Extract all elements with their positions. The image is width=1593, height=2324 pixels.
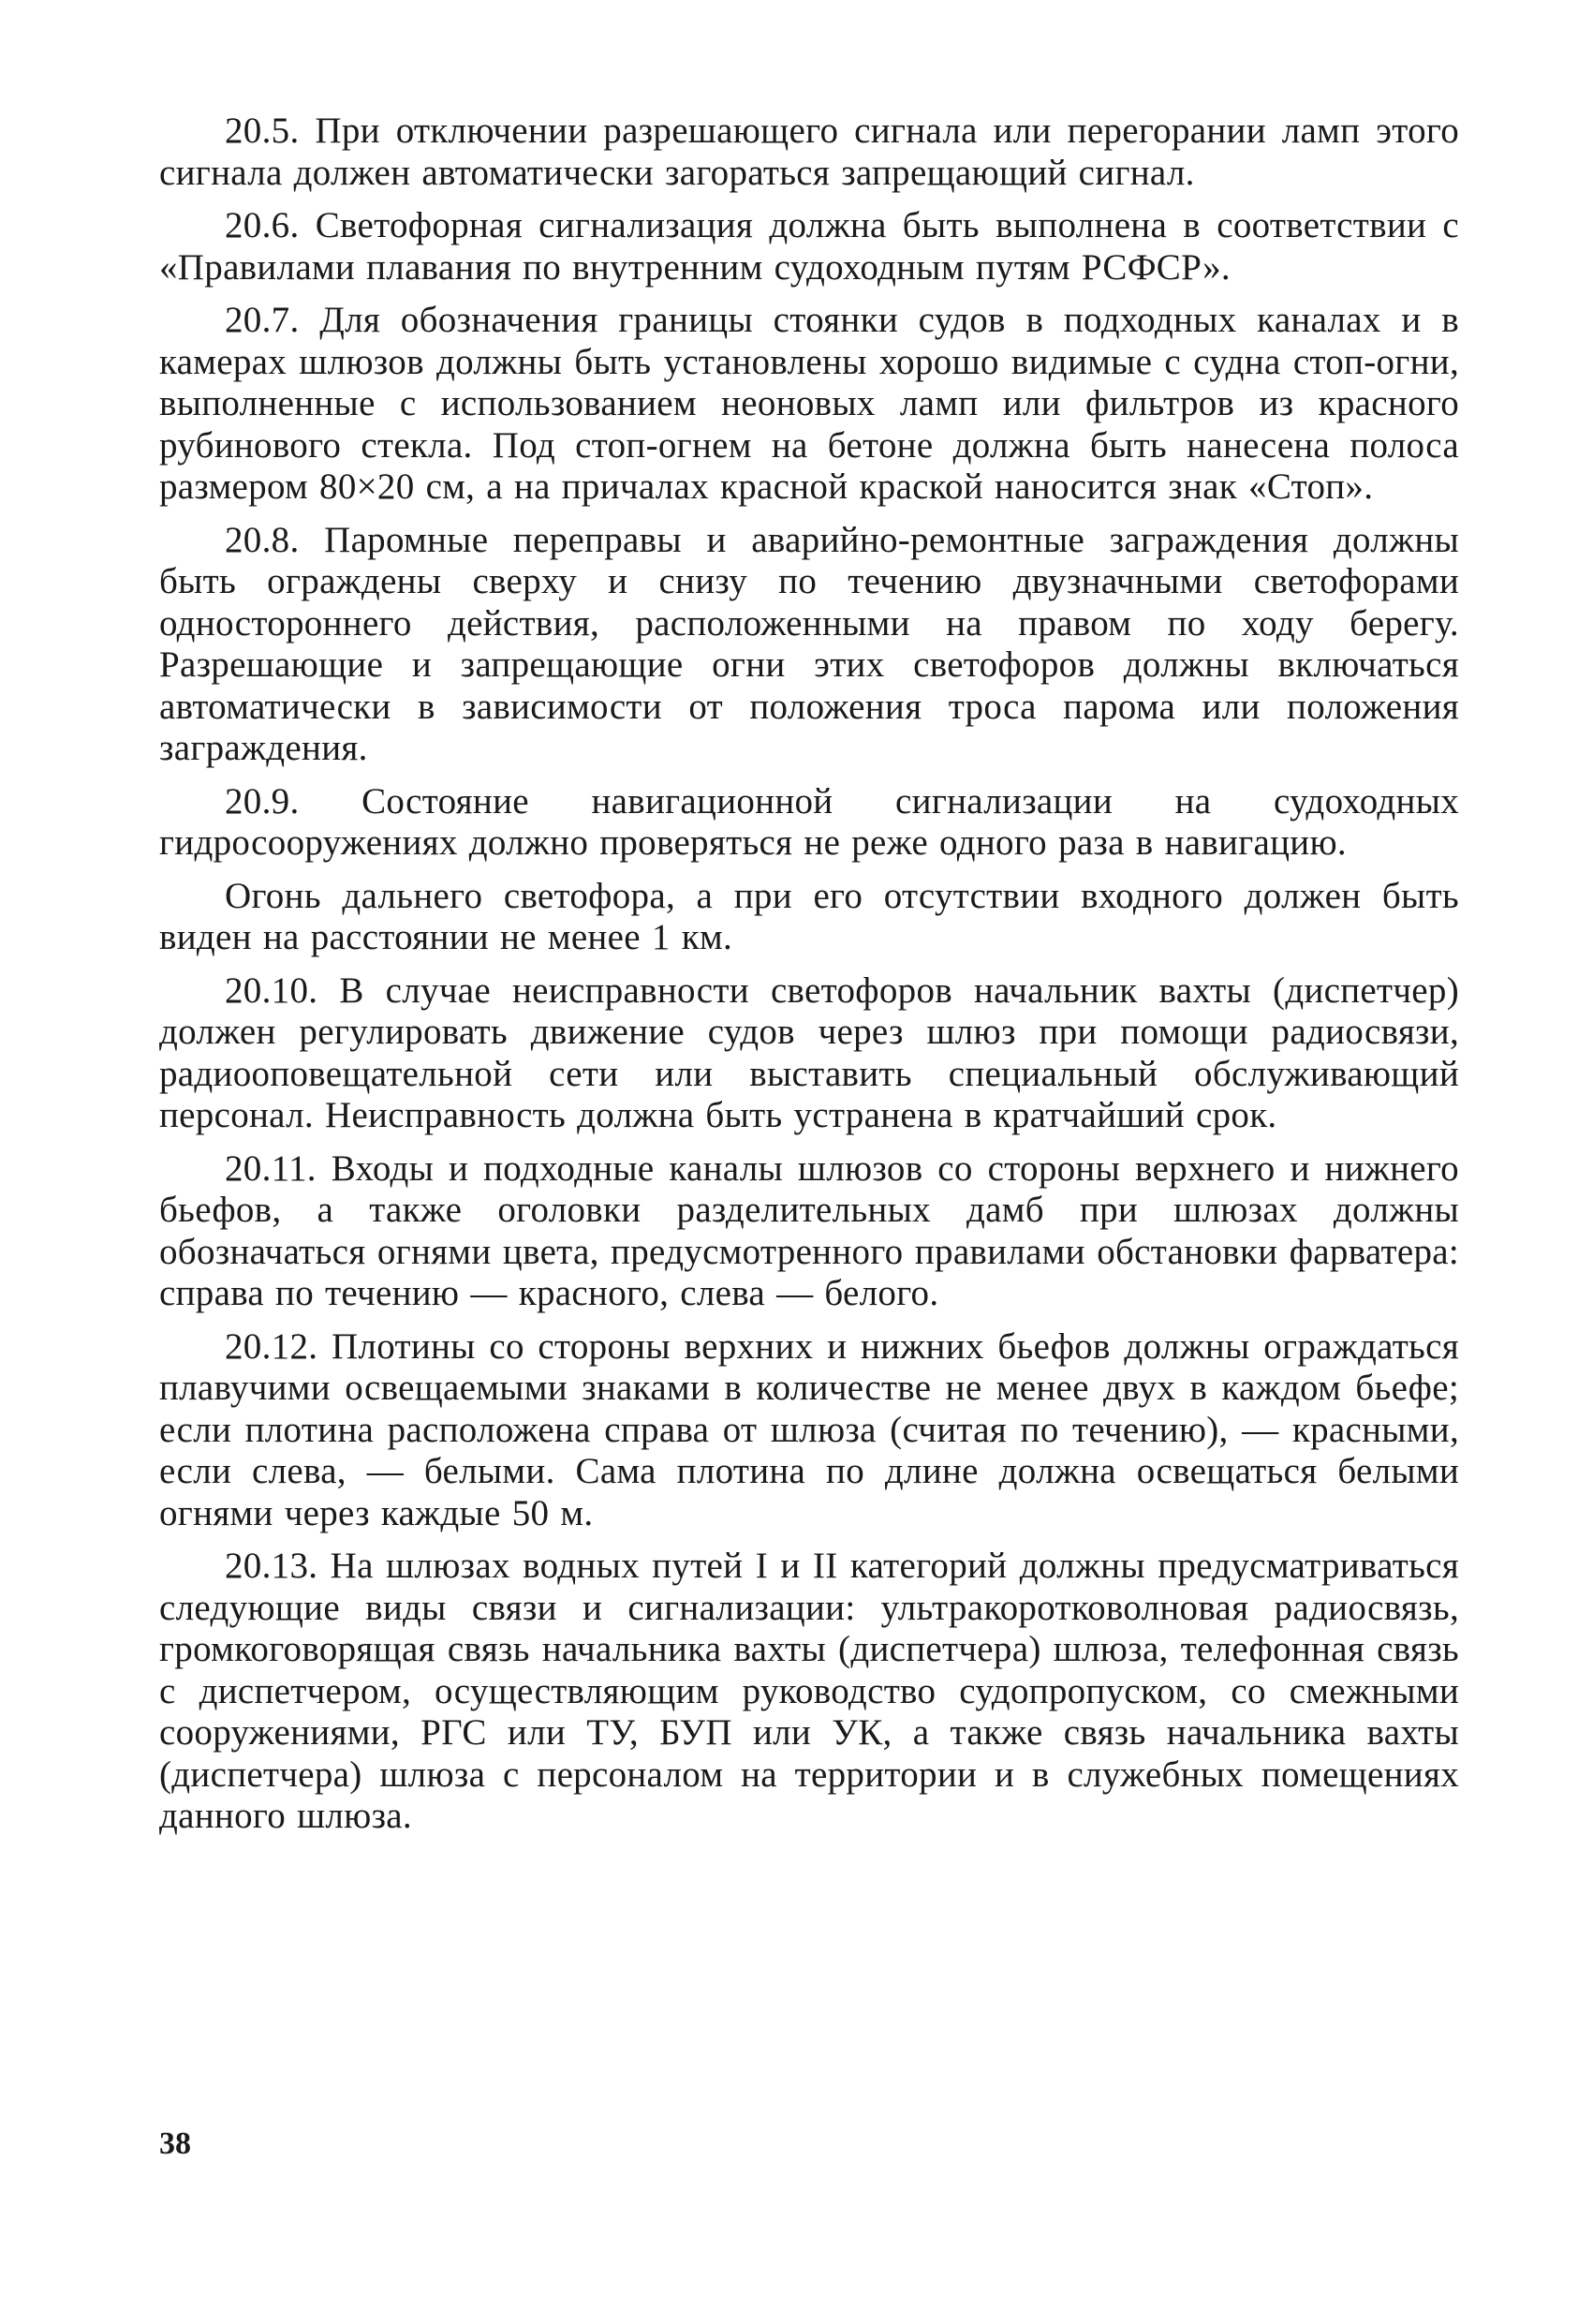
paragraph-20-9-continued: Огонь дальнего светофора, а при его отсутствии входного должен быть виден на расстоянии не менее 1 км. (159, 875, 1459, 957)
document-body (159, 111, 1459, 1849)
paragraph-20-10: 20.10. В случае неисправности светофоров начальник вахты (диспетчер) должен регулировать движение судов через шлюз при помощи радиосвязи, радиооповещательной сети или выставить специальный обслуживающий персонал. Неисправность должна быть устранена в кратчайший срок. (159, 970, 1459, 1135)
page-number: 38 (159, 2126, 191, 2161)
paragraph-20-5: 20.5. При отключении разрешающего сигнала или перегорании ламп этого сигнала должен автоматически загораться запрещающий сигнал. (159, 111, 1459, 193)
paragraph-20-12: 20.12. Плотины со стороны верхних и нижних бьефов должны ограждаться плавучими освещаемыми знаками в количестве не менее двух в каждом бьефе; если плотина расположена справа от шлюза (считая по течению), — красными, если слева, — белыми. Сама плотина по длине должна освещаться белыми огнями через каждые 50 м. (159, 1325, 1459, 1533)
paragraph-20-11: 20.11. Входы и подходные каналы шлюзов со стороны верхнего и нижнего бьефов, а также оголовки разделительных дамб при шлюзах должны обозначаться огнями цвета, предусмотренного правилами обстановки фарватера: справа по течению — красного, слева — белого. (159, 1147, 1459, 1313)
paragraph-20-7: 20.7. Для обозначения границы стоянки судов в подходных каналах и в камерах шлюзов должны быть установлены хорошо видимые с судна стоп-огни, выполненные с использованием неоновых ламп или фильтров из красного рубинового стекла. Под стоп-огнем на бетоне должна быть нанесена полоса размером 80×20 см, а на причалах красной краской наносится знак «Стоп». (159, 300, 1459, 507)
paragraph-20-13: 20.13. На шлюзах водных путей I и II категорий должны предусматриваться следующие виды связи и сигнализации: ультракоротковолновая радиосвязь, громкоговорящая связь начальника вахты (диспетчера) шлюза, телефонная связь с диспетчером, осуществляющим руководство судопропуском, со смежными сооружениями, РГС или ТУ, БУП или УК, а также связь начальника вахты (диспетчера) шлюза с персоналом на территории и в служебных помещениях данного шлюза. (159, 1546, 1459, 1836)
paragraph-20-8: 20.8. Паромные переправы и аварийно-ремонтные заграждения должны быть ограждены сверху и снизу по течению двузначными светофорами одностороннего действия, расположенными на правом по ходу берегу. Разрешающие и запрещающие огни этих светофоров должны включаться автоматически в зависимости от положения троса парома или положения заграждения. (159, 519, 1459, 768)
paragraph-20-9: 20.9. Состояние навигационной сигнализации на судоходных гидросооружениях должно проверяться не реже одного раза в навигацию. (159, 780, 1459, 863)
paragraph-20-6: 20.6. Светофорная сигнализация должна быть выполнена в соответствии с «Правилами плавания по внутренним судоходным путям РСФСР». (159, 205, 1459, 288)
